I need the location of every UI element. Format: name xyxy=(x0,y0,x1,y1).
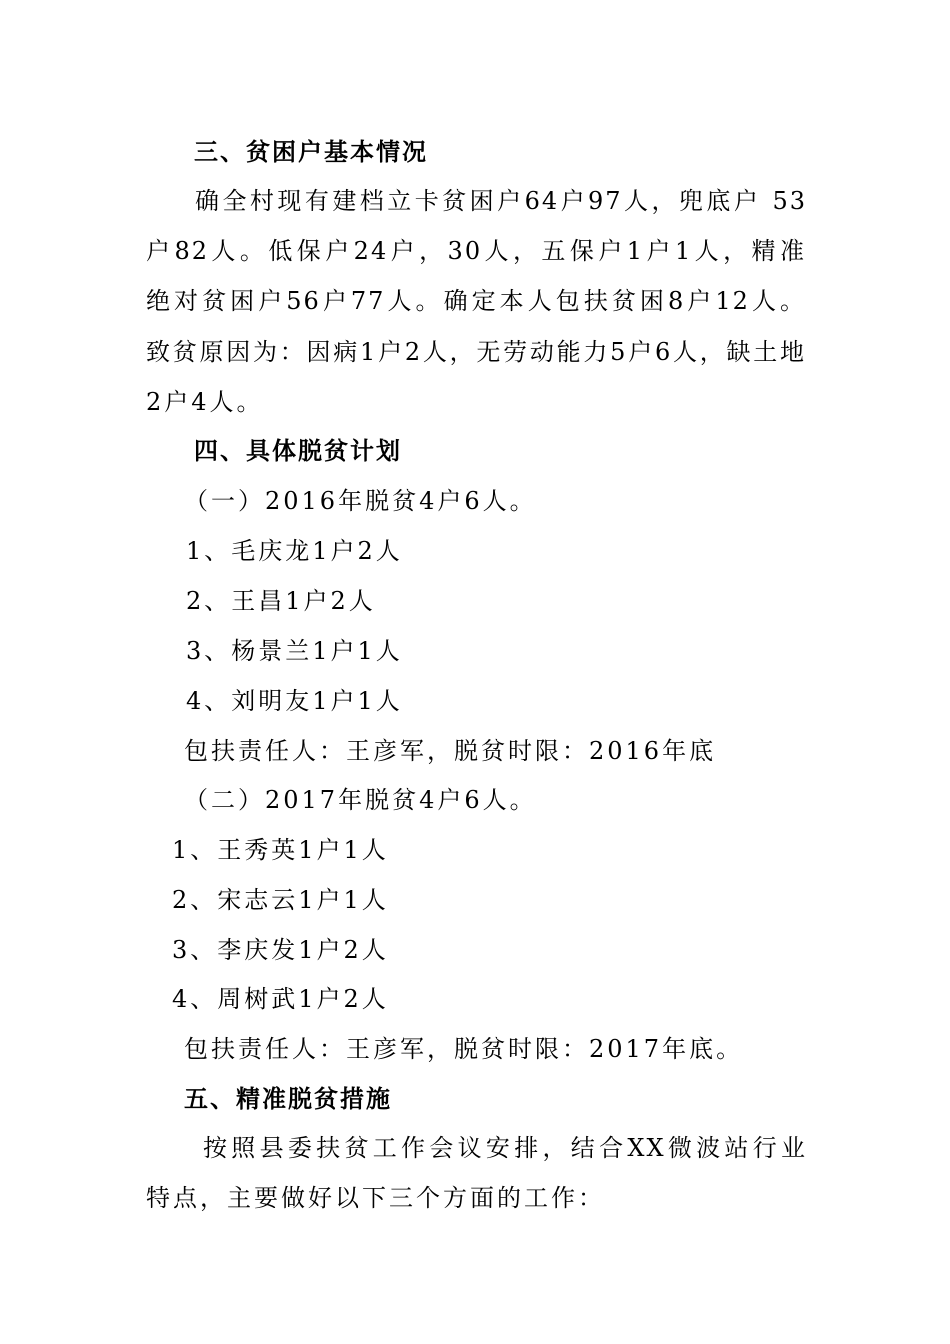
section-3-heading: 三、贫困户基本情况 xyxy=(194,138,428,166)
group-1-item-1: 1、毛庆龙1户2人 xyxy=(186,537,403,565)
group-2-item-3: 3、李庆发1户2人 xyxy=(172,936,389,964)
group-1-responsible: 包扶责任人：王彦军，脱贫时限：2016年底 xyxy=(184,737,717,765)
section-5-line-2: 特点，主要做好以下三个方面的工作： xyxy=(146,1184,605,1212)
group-2-responsible: 包扶责任人：王彦军，脱贫时限：2017年底。 xyxy=(184,1035,744,1063)
section-3-line-5: 2户4人。 xyxy=(146,388,264,416)
section-3-line-1: 确全村现有建档立卡贫困户64户97人，兜底户 53 xyxy=(195,187,807,215)
group-1-item-4: 4、刘明友1户1人 xyxy=(186,687,403,715)
section-3-line-2: 户82人。低保户24户，30人，五保户1户1人，精准 xyxy=(146,237,806,265)
group-1-title: （一）2016年脱贫4户6人。 xyxy=(184,487,537,515)
group-2-item-4: 4、周树武1户2人 xyxy=(172,985,389,1013)
section-5-line-1: 按照县委扶贫工作会议安排，结合XX微波站行业 xyxy=(203,1134,807,1162)
section-5-heading: 五、精准脱贫措施 xyxy=(184,1085,392,1113)
group-1-item-2: 2、王昌1户2人 xyxy=(186,587,376,615)
group-2-item-2: 2、宋志云1户1人 xyxy=(172,886,389,914)
section-3-line-3: 绝对贫困户56户77人。确定本人包扶贫困8户12人。 xyxy=(146,287,806,315)
section-3-line-4: 致贫原因为：因病1户2人，无劳动能力5户6人，缺土地 xyxy=(146,338,806,366)
group-2-title: （二）2017年脱贫4户6人。 xyxy=(184,786,537,814)
section-4-heading: 四、具体脱贫计划 xyxy=(194,437,402,465)
group-1-item-3: 3、杨景兰1户1人 xyxy=(186,637,403,665)
group-2-item-1: 1、王秀英1户1人 xyxy=(172,836,389,864)
